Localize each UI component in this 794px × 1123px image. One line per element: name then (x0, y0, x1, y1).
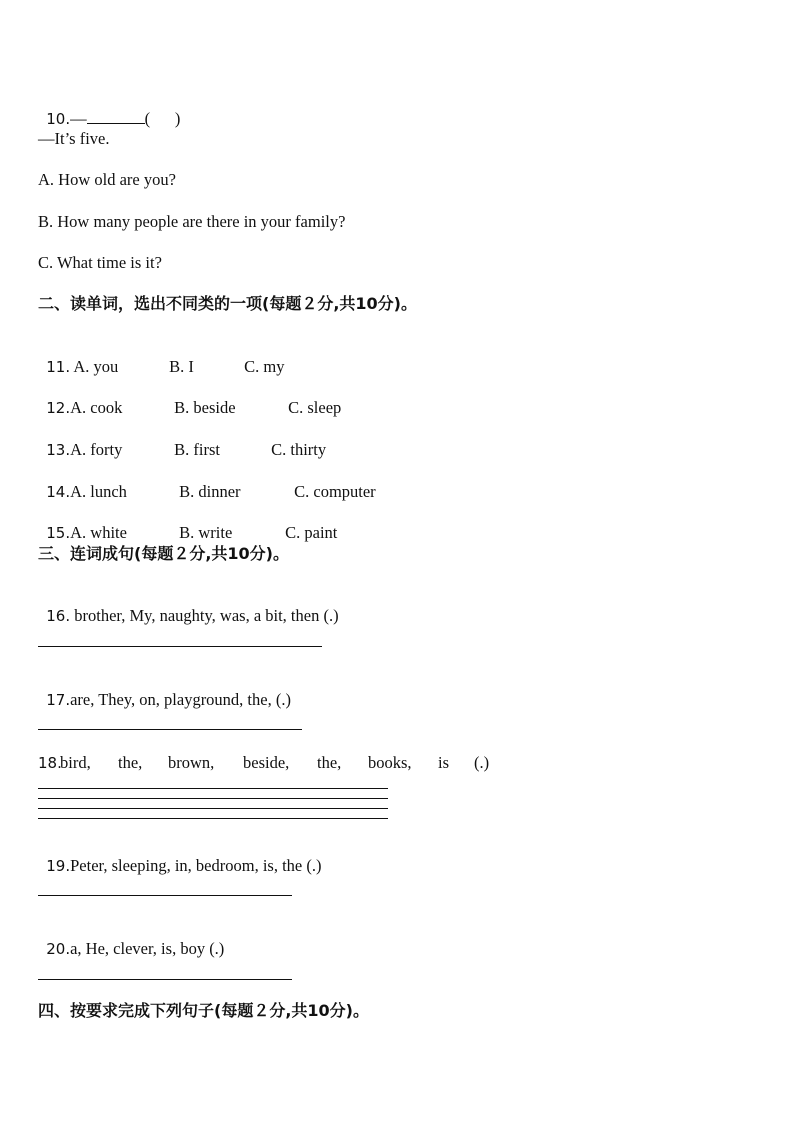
question-10 (38, 88, 180, 129)
question-text: Peter, sleeping, in, bedroom, is, the (.) (70, 856, 322, 875)
option-a: A. cook (70, 398, 123, 417)
question-number: 12. (46, 399, 71, 417)
option-a: A. white (70, 523, 127, 542)
question-number: 15. (46, 524, 71, 542)
answer-line[interactable] (38, 646, 322, 647)
question-13 (38, 420, 326, 460)
question-number: 10. (46, 110, 71, 128)
answer-blank[interactable] (87, 108, 145, 124)
question-15 (38, 503, 337, 543)
word: brown, (168, 753, 215, 772)
question-17 (38, 670, 291, 710)
option-b: B. I (169, 357, 194, 376)
word: books, (368, 753, 412, 772)
dash: — (70, 109, 87, 128)
question-number: 17. (46, 691, 71, 709)
section-2-title: 二、读单词，选出不同类的一项(每题２分,共10分)。 (38, 294, 417, 313)
answer-line[interactable] (38, 979, 292, 980)
option-a: A. you (70, 357, 119, 376)
answer-paren: ( ) (144, 109, 181, 128)
option-b: B. first (174, 440, 220, 459)
question-number: 19. (46, 857, 71, 875)
question-text: a, He, clever, is, boy (.) (70, 939, 225, 958)
question-19 (38, 836, 321, 876)
question-number: 16. (46, 607, 71, 625)
section-3-title: 三、连词成句(每题２分,共10分)。 (38, 544, 289, 563)
option-c: C. computer (294, 482, 376, 501)
question-16 (38, 586, 339, 626)
answer-line[interactable] (38, 818, 388, 819)
option-b: B. write (179, 523, 233, 542)
question-10-option-c: C. What time is it? (38, 253, 162, 272)
word: bird, (60, 753, 91, 772)
question-number: 20. (46, 940, 71, 958)
option-c: C. thirty (271, 440, 327, 459)
section-4-title: 四、按要求完成下列句子(每题２分,共10分)。 (38, 1001, 369, 1020)
option-c: C. paint (285, 523, 338, 542)
word: the, (118, 753, 143, 772)
question-text: are, They, on, playground, the, (.) (70, 690, 291, 709)
question-10-option-b: B. How many people are there in your family? (38, 212, 346, 231)
word: (.) (474, 753, 490, 772)
option-c: C. my (244, 357, 285, 376)
option-a: A. lunch (70, 482, 127, 501)
option-b: B. dinner (179, 482, 241, 501)
word: the, (317, 753, 342, 772)
question-number: 13. (46, 441, 71, 459)
option-c: C. sleep (288, 398, 342, 417)
word: is (438, 753, 450, 772)
question-11 (38, 337, 284, 377)
question-number: 14. (46, 483, 71, 501)
question-10-prompt: —It’s five. (38, 129, 110, 148)
question-10-option-a: A. How old are you? (38, 170, 176, 189)
answer-line[interactable] (38, 808, 388, 809)
answer-line[interactable] (38, 729, 302, 730)
question-20 (38, 919, 224, 959)
option-a: A. forty (70, 440, 123, 459)
option-b: B. beside (174, 398, 236, 417)
word: beside, (243, 753, 290, 772)
answer-line[interactable] (38, 895, 292, 896)
answer-line[interactable] (38, 798, 388, 799)
question-12 (38, 378, 341, 418)
question-text: brother, My, naughty, was, a bit, then (.) (70, 606, 339, 625)
question-number: 11. (46, 358, 71, 376)
question-number: 18. (38, 754, 62, 772)
answer-line[interactable] (38, 788, 388, 789)
question-14 (38, 462, 376, 502)
